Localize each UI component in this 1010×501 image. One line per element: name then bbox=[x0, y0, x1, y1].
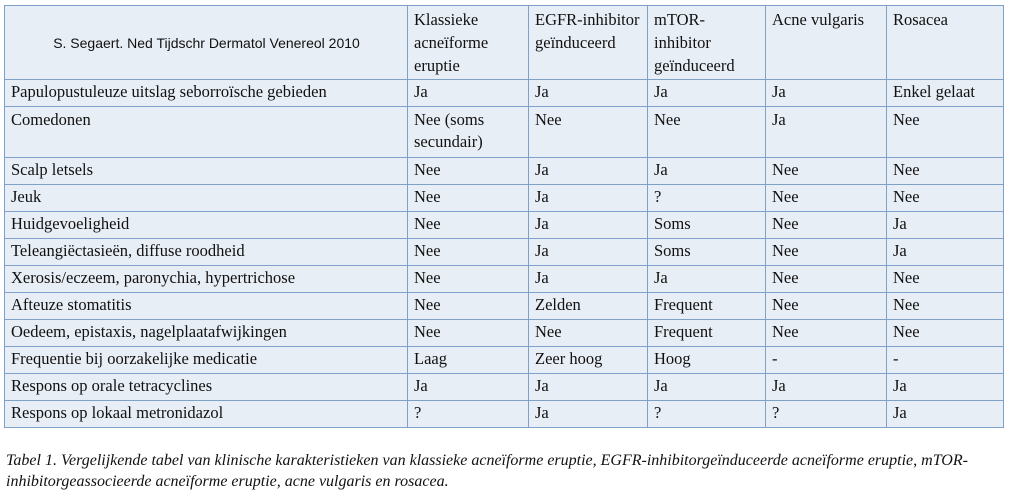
table-cell: Ja bbox=[529, 374, 648, 401]
table-caption: Tabel 1. Vergelijkende tabel van klinische karakteristieken van klassieke acneïforme eruptie, EGFR-inhibitorgeïnduceerde acneïforme eruptie, mTOR-inhibitorgeassocieerde acneïforme eruptie, acne vulgaris en rosacea. bbox=[6, 452, 968, 490]
table-cell: ? bbox=[648, 401, 766, 428]
table-cell: Ja bbox=[887, 401, 1004, 428]
table-cell: Ja bbox=[408, 80, 529, 107]
row-label: Papulopustuleuze uitslag seborroïsche gebieden bbox=[5, 80, 408, 107]
table-row bbox=[5, 185, 1004, 212]
table-cell: Zelden bbox=[529, 293, 648, 320]
table-cell: ? bbox=[408, 401, 529, 428]
table-cell: Ja bbox=[529, 239, 648, 266]
table-cell: Laag bbox=[408, 347, 529, 374]
table-cell: Enkel gelaat bbox=[887, 80, 1004, 107]
header-row bbox=[5, 6, 1004, 80]
table-cell: Nee bbox=[887, 185, 1004, 212]
table-cell: Ja bbox=[766, 374, 887, 401]
table-cell: Ja bbox=[529, 401, 648, 428]
column-header-acne-vulgaris: Acne vulgaris bbox=[766, 6, 887, 80]
table-cell: Frequent bbox=[648, 320, 766, 347]
column-header-klassiek: Klassieke acneïforme eruptie bbox=[408, 6, 529, 80]
table-row bbox=[5, 266, 1004, 293]
table-cell: Ja bbox=[529, 212, 648, 239]
table-cell: Nee bbox=[766, 239, 887, 266]
table-cell: Ja bbox=[648, 374, 766, 401]
table-cell: Nee bbox=[766, 185, 887, 212]
table-cell: Nee bbox=[408, 212, 529, 239]
table-cell: Soms bbox=[648, 212, 766, 239]
column-header-mtor: mTOR-inhibitor geïnduceerd bbox=[648, 6, 766, 80]
table-cell: Ja bbox=[766, 80, 887, 107]
table-cell: Ja bbox=[529, 158, 648, 185]
table-cell: Ja bbox=[648, 80, 766, 107]
table-cell: ? bbox=[766, 401, 887, 428]
row-label: Oedeem, epistaxis, nagelplaatafwijkingen bbox=[5, 320, 408, 347]
table-cell: Nee bbox=[887, 107, 1004, 158]
table-cell: - bbox=[766, 347, 887, 374]
table-cell: Nee bbox=[648, 107, 766, 158]
row-label: Scalp letsels bbox=[5, 158, 408, 185]
table-cell: Nee bbox=[887, 158, 1004, 185]
column-header-egfr: EGFR-inhibitor geïnduceerd bbox=[529, 6, 648, 80]
table-cell: Ja bbox=[648, 266, 766, 293]
table-cell: Ja bbox=[648, 158, 766, 185]
table-cell: Ja bbox=[529, 266, 648, 293]
table-row bbox=[5, 158, 1004, 185]
table-cell: ? bbox=[648, 185, 766, 212]
table-cell: Ja bbox=[887, 239, 1004, 266]
table-cell: Ja bbox=[766, 107, 887, 158]
table-cell: Nee bbox=[408, 239, 529, 266]
table-row bbox=[5, 320, 1004, 347]
table-cell: Nee bbox=[529, 320, 648, 347]
table-cell: Nee bbox=[408, 293, 529, 320]
table-cell: Nee bbox=[408, 185, 529, 212]
table-cell: Nee bbox=[766, 158, 887, 185]
row-label: Huidgevoeligheid bbox=[5, 212, 408, 239]
table-cell: Nee bbox=[766, 320, 887, 347]
table-cell: Nee bbox=[766, 266, 887, 293]
table-row bbox=[5, 401, 1004, 428]
table-cell: Nee (soms secundair) bbox=[408, 107, 529, 158]
table-cell: Ja bbox=[887, 212, 1004, 239]
row-label: Respons op orale tetracyclines bbox=[5, 374, 408, 401]
table-cell: Nee bbox=[408, 320, 529, 347]
row-label: Jeuk bbox=[5, 185, 408, 212]
table-cell: Nee bbox=[766, 212, 887, 239]
table-row bbox=[5, 293, 1004, 320]
row-label: Frequentie bij oorzakelijke medicatie bbox=[5, 347, 408, 374]
row-label: Afteuze stomatitis bbox=[5, 293, 408, 320]
table-cell: Nee bbox=[887, 293, 1004, 320]
table-cell: - bbox=[887, 347, 1004, 374]
table-row bbox=[5, 347, 1004, 374]
table-cell: Hoog bbox=[648, 347, 766, 374]
source-citation: S. Segaert. Ned Tijdschr Dermatol Venereol 2010 bbox=[5, 6, 408, 80]
table-row bbox=[5, 239, 1004, 266]
column-header-rosacea: Rosacea bbox=[887, 6, 1004, 80]
table-row bbox=[5, 80, 1004, 107]
table-row bbox=[5, 374, 1004, 401]
table-cell: Ja bbox=[408, 374, 529, 401]
comparison-table bbox=[4, 5, 1004, 428]
table-cell: Nee bbox=[766, 293, 887, 320]
table-cell: Soms bbox=[648, 239, 766, 266]
table-cell: Ja bbox=[529, 80, 648, 107]
table-row bbox=[5, 107, 1004, 158]
table-cell: Nee bbox=[887, 320, 1004, 347]
table-cell: Ja bbox=[529, 185, 648, 212]
row-label: Teleangiëctasieën, diffuse roodheid bbox=[5, 239, 408, 266]
table-cell: Nee bbox=[887, 266, 1004, 293]
table-cell: Zeer hoog bbox=[529, 347, 648, 374]
table-cell: Nee bbox=[529, 107, 648, 158]
table-cell: Nee bbox=[408, 158, 529, 185]
row-label: Xerosis/eczeem, paronychia, hypertrichose bbox=[5, 266, 408, 293]
table-cell: Ja bbox=[887, 374, 1004, 401]
table-row bbox=[5, 212, 1004, 239]
row-label: Respons op lokaal metronidazol bbox=[5, 401, 408, 428]
table-cell: Frequent bbox=[648, 293, 766, 320]
row-label: Comedonen bbox=[5, 107, 408, 158]
table-cell: Nee bbox=[408, 266, 529, 293]
